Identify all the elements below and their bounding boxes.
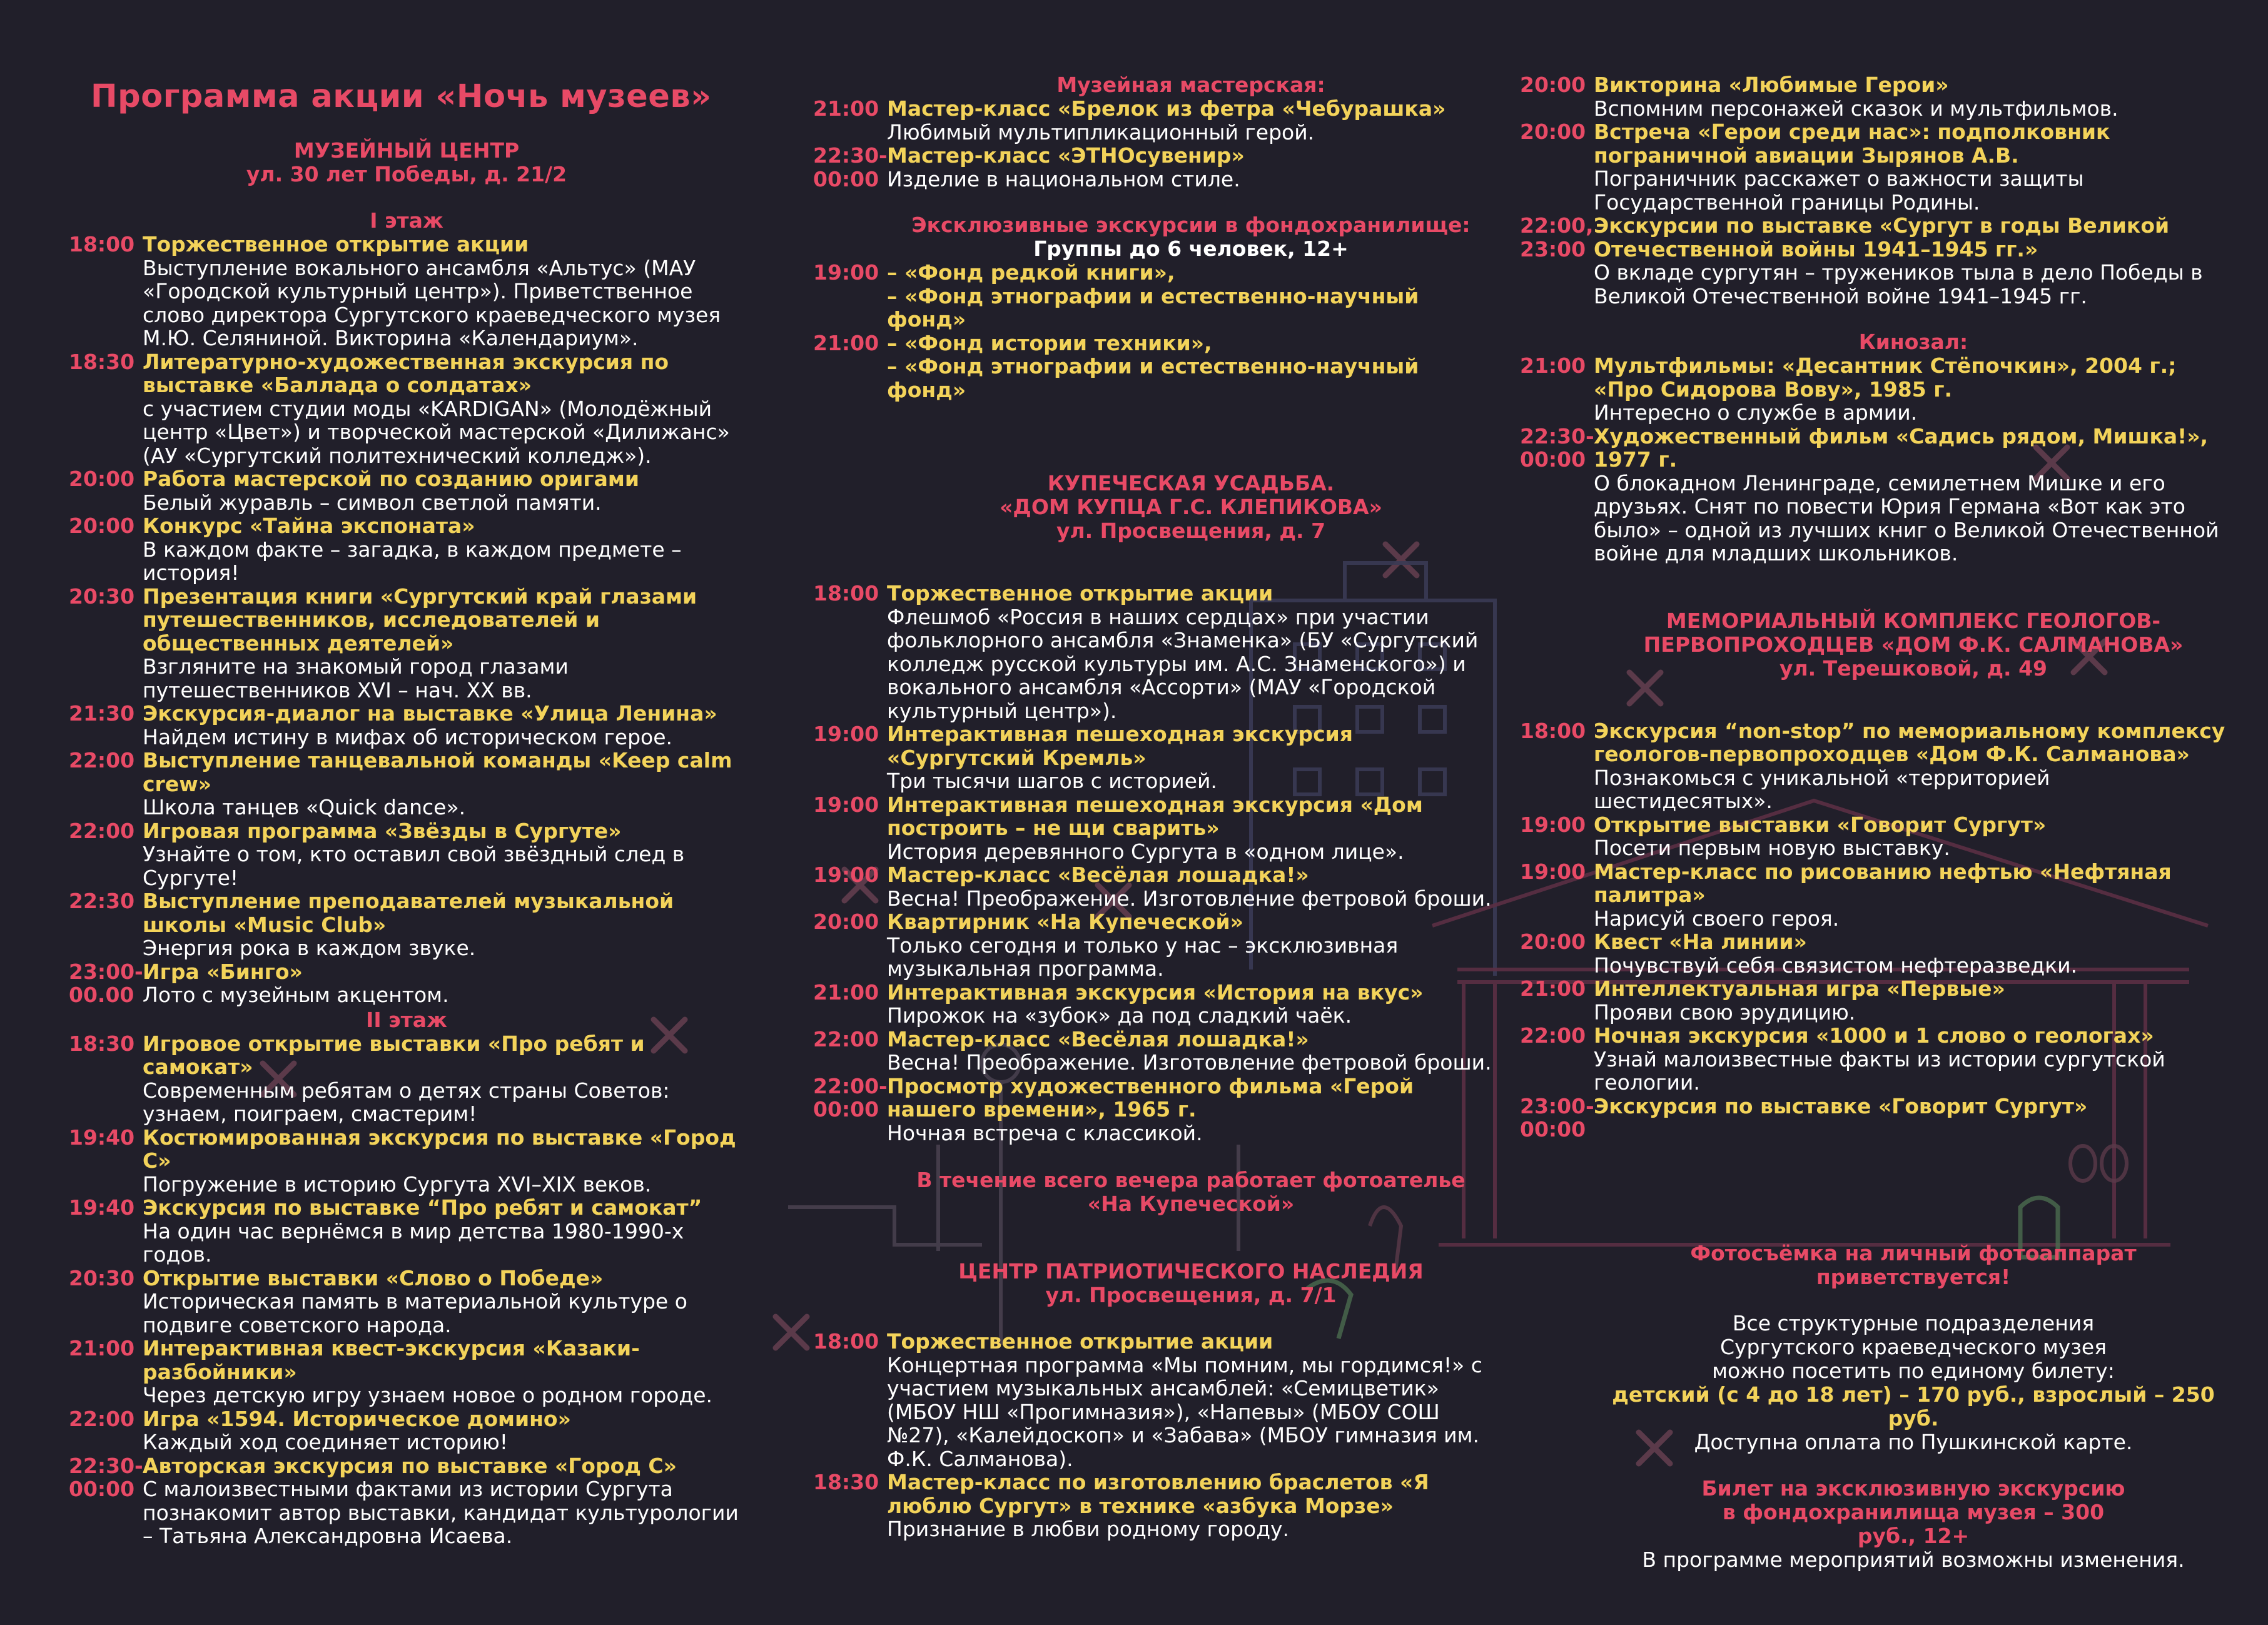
event-description: Школа танцев «Quick dance». xyxy=(143,795,466,819)
event-time: 20:00 xyxy=(69,467,135,491)
event-title: Авторская экскурсия по выставке «Город С» xyxy=(143,1453,677,1478)
event-time: 22:00- 00:00 xyxy=(813,1073,888,1121)
estate-photo-note: В течение всего вечера работает фотоателье «На Купеческой» xyxy=(916,1168,1466,1216)
event-description: Изделие в национальном стиле. xyxy=(887,166,1240,191)
event-title: Викторина «Любимые Герои» xyxy=(1594,73,1949,97)
event-description: Через детскую игру узнаем новое о родном городе. xyxy=(143,1383,712,1407)
event-row xyxy=(813,910,1495,981)
event-row xyxy=(813,1028,1495,1075)
event-title: Мастер-класс «Брелок из фетра «Чебурашка» xyxy=(887,96,1446,121)
workshop-label: Музейная мастерская: xyxy=(1056,73,1325,97)
event-title: Интерактивная квест-экскурсия «Казаки-разбойники» xyxy=(143,1336,640,1384)
event-description: Вспомним персонажей сказок и мультфильмов. xyxy=(1594,96,2119,121)
event-title: – «Фонд редкой книги», – «Фонд этнографии и естественно-научный фонд» xyxy=(887,260,1419,332)
event-description: Узнай малоизвестные факты из истории сургутской геологии. xyxy=(1594,1046,2165,1095)
event-description: О вкладе сургутян – тружеников тыла в дело Победы в Великой Отечественной войне 1941–1945 гг. xyxy=(1594,260,2203,308)
event-time: 22:00 xyxy=(69,818,135,843)
event-title: Мастер-класс по изготовлению браслетов «Я люблю Сургут» в технике «азбука Морзе» xyxy=(887,1470,1429,1518)
event-title: Торжественное открытие акции xyxy=(887,581,1273,605)
event-title: – «Фонд истории техники», – «Фонд этнографии и естественно-научный фонд» xyxy=(887,330,1419,402)
event-time: 18:30 xyxy=(69,1031,135,1056)
event-title: Встреча «Герои среди нас»: подполковник пограничной авиации Зырянов А.В. xyxy=(1594,119,2110,168)
event-title: Мастер-класс «ЭТНОсувенир» xyxy=(887,143,1245,168)
event-title: Экскурсии по выставке «Сургут в годы Великой Отечественной войны 1941–1945 гг.» xyxy=(1594,213,2170,261)
event-time: 22:00 xyxy=(813,1026,879,1051)
event-title: Мастер-класс «Весёлая лошадка!» xyxy=(887,1026,1309,1051)
event-title: Квартирник «На Купеческой» xyxy=(887,909,1243,934)
event-time: 20:00 xyxy=(813,909,879,934)
event-title: Торжественное открытие акции xyxy=(887,1329,1273,1354)
event-title: Костюмированная экскурсия по выставке «Город С» xyxy=(143,1125,736,1173)
event-row xyxy=(1520,1024,2233,1095)
event-time: 22:00 xyxy=(69,748,135,772)
event-time: 21:00 xyxy=(813,330,879,355)
event-description: Три тысячи шагов с историей. xyxy=(887,769,1217,793)
event-time: 20:00 xyxy=(69,514,135,538)
event-time: 19:40 xyxy=(69,1195,135,1220)
exclusive-events xyxy=(813,261,1495,402)
event-row xyxy=(69,960,744,1007)
event-description: Каждый ход соединяет историю! xyxy=(143,1430,508,1454)
event-description: Концертная программа «Мы помним, мы гордимся!» с участием музыкальных ансамблей: «Семицветик» (МБОУ НШ «Прогимназия»), «Напевы» (МБОУ СОШ №27), «Калейдоскоп» и «Забава» (МБОУ гимназия им. Ф.К. Салманова). xyxy=(887,1352,1482,1471)
event-row xyxy=(69,889,744,960)
exclusive-label: Эксклюзивные экскурсии в фондохранилище: xyxy=(911,213,1471,237)
event-description: Историческая память в материальной культуре о подвиге советского народа. xyxy=(143,1289,687,1337)
event-title: Выступление преподавателей музыкальной школы «Music Club» xyxy=(143,889,674,937)
event-description: Узнайте о том, кто оставил свой звёздный след в Сургуте! xyxy=(143,842,685,890)
event-title: Конкурс «Тайна экспоната» xyxy=(143,514,475,538)
event-description: Пограничник расскажет о важности защиты Государственной границы Родины. xyxy=(1594,166,2084,215)
event-description: Прояви свою эрудицию. xyxy=(1594,1000,1856,1025)
patriot-name: ЦЕНТР ПАТРИОТИЧЕСКОГО НАСЛЕДИЯ xyxy=(958,1259,1424,1283)
event-row xyxy=(1520,73,2233,120)
event-row xyxy=(69,1196,744,1267)
event-title: Игровая программа «Звёзды в Сургуте» xyxy=(143,818,622,843)
event-row xyxy=(813,1471,1495,1541)
event-time: 20:30 xyxy=(69,1265,135,1290)
event-title: Литературно-художественная экскурсия по выставке «Баллада о солдатах» xyxy=(143,349,669,397)
exclusive-note: Группы до 6 человек, 12+ xyxy=(1033,236,1349,261)
memorial-address: ул. Терешковой, д. 49 xyxy=(1779,656,2048,681)
event-time: 22:00, 23:00 xyxy=(1520,213,1594,261)
event-title: Художественный фильм «Садись рядом, Мишка!», 1977 г. xyxy=(1594,423,2209,472)
ticket-info: Все структурные подразделения Сургутского краеведческого музея можно посетить по единому билету: xyxy=(1712,1310,2115,1383)
event-title: Мастер-класс «Весёлая лошадка!» xyxy=(887,863,1309,887)
event-row xyxy=(1520,719,2233,813)
floor1-events xyxy=(69,233,744,1007)
event-time: 18:00 xyxy=(813,1329,879,1354)
event-title: Торжественное открытие акции xyxy=(143,232,529,256)
event-title: Работа мастерской по созданию оригами xyxy=(143,467,640,491)
patriot-address: ул. Просвещения, д. 7/1 xyxy=(1045,1283,1337,1307)
event-time: 20:00 xyxy=(1520,119,1586,144)
event-time: 18:00 xyxy=(813,581,879,605)
event-row xyxy=(813,1075,1495,1145)
event-description: Выступление вокального ансамбля «Альтус» (МАУ «Городской культурный центр»). Приветственное слово директора Сургутского краеведческого музея М.Ю. Селяниной. Викторина «Календариум». xyxy=(143,255,721,350)
event-description: Весна! Преображение. Изготовление фетровой броши. xyxy=(887,886,1492,911)
event-title: Экскурсия по выставке “Про ребят и самокат” xyxy=(143,1195,702,1220)
event-time: 19:00 xyxy=(813,792,879,817)
event-time: 19:00 xyxy=(813,863,879,887)
event-description: Нарисуй своего героя. xyxy=(1594,906,1840,931)
event-description: Энергия рока в каждом звуке. xyxy=(143,936,476,960)
cinema-label: Кинозал: xyxy=(1858,330,1968,354)
event-row xyxy=(69,1407,744,1454)
event-time: 23:00- 00:00 xyxy=(1520,1093,1594,1142)
event-time: 21:00 xyxy=(1520,353,1586,378)
event-time: 21:00 xyxy=(813,980,879,1005)
event-title: Открытие выставки «Говорит Сургут» xyxy=(1594,812,2047,837)
event-title: Интерактивная экскурсия «История на вкус» xyxy=(887,980,1424,1005)
event-description: Погружение в историю Сургута XVI–XIX веков. xyxy=(143,1172,652,1197)
memorial-events xyxy=(1520,719,2233,1142)
event-time: 22:30- 00:00 xyxy=(69,1453,143,1501)
event-time: 22:00 xyxy=(1520,1023,1586,1048)
event-row xyxy=(1520,977,2233,1024)
event-row xyxy=(1520,813,2233,860)
event-time: 21:00 xyxy=(813,96,879,121)
estate-name-1: КУПЕЧЕСКАЯ УСАДЬБА. xyxy=(1047,471,1335,495)
event-row xyxy=(69,1267,744,1337)
event-title: Квест «На линии» xyxy=(1594,929,1807,954)
event-row xyxy=(813,722,1495,793)
cinema-events xyxy=(1520,354,2233,565)
event-row xyxy=(69,585,744,702)
event-row xyxy=(1520,1095,2233,1142)
event-time: 21:30 xyxy=(69,701,135,726)
event-row xyxy=(1520,930,2233,977)
event-description: Современным ребятам о детях страны Советов: узнаем, поиграем, смастерим! xyxy=(143,1078,670,1126)
event-description: На один час вернёмся в мир детства 1980-1990-х годов. xyxy=(143,1218,684,1267)
event-row xyxy=(69,1032,744,1126)
event-row xyxy=(69,514,744,585)
event-row xyxy=(69,233,744,350)
event-title: Игра «1594. Историческое домино» xyxy=(143,1406,571,1431)
event-description: Найдем истину в мифах об историческом герое. xyxy=(143,724,673,749)
event-time: 22:00 xyxy=(69,1406,135,1431)
event-row xyxy=(1520,214,2233,308)
event-time: 19:00 xyxy=(1520,812,1586,837)
museum-center-address: ул. 30 лет Победы, д. 21/2 xyxy=(246,162,567,186)
event-title: Игровое открытие выставки «Про ребят и самокат» xyxy=(143,1031,645,1079)
photo-allowed-note: Фотосъёмка на личный фотоаппарат приветствуется! xyxy=(1690,1240,2137,1289)
event-time: 19:40 xyxy=(69,1125,135,1150)
event-time: 19:00 xyxy=(1520,859,1586,884)
event-time: 18:30 xyxy=(813,1470,879,1494)
event-description: С малоизвестными фактами из истории Сургута познакомит автор выставки, кандидат культурологии – Татьяна Александровна Исаева. xyxy=(143,1477,739,1548)
event-description: Почувствуй себя связистом нефтеразведки. xyxy=(1594,953,2078,978)
ticket-prices: детский (с 4 до 18 лет) – 170 руб., взрослый – 250 руб. xyxy=(1612,1382,2215,1430)
event-row xyxy=(1520,425,2233,565)
event-time: 20:30 xyxy=(69,584,135,609)
event-time: 18:00 xyxy=(1520,718,1586,743)
event-row xyxy=(813,981,1495,1028)
event-time: 19:00 xyxy=(813,260,879,285)
event-time: 21:00 xyxy=(69,1336,135,1360)
event-title: Мультфильмы: «Десантник Стёпочкин», 2004 г.; «Про Сидорова Вову», 1985 г. xyxy=(1594,353,2177,402)
event-description: Признание в любви родному городу. xyxy=(887,1517,1290,1541)
event-time: 20:00 xyxy=(1520,73,1586,97)
event-row xyxy=(813,144,1495,191)
event-time: 20:00 xyxy=(1520,929,1586,954)
event-row xyxy=(813,582,1495,722)
event-description: Посети первым новую выставку. xyxy=(1594,836,1950,860)
event-row xyxy=(813,332,1495,402)
workshop-events xyxy=(813,97,1495,191)
event-title: Открытие выставки «Слово о Победе» xyxy=(143,1265,604,1290)
column-middle xyxy=(813,0,1495,1541)
estate-address: ул. Просвещения, д. 7 xyxy=(1056,519,1326,543)
event-time: 19:00 xyxy=(813,722,879,746)
floor2-label: II этаж xyxy=(366,1007,447,1032)
cross-icon xyxy=(776,1317,807,1348)
event-time: 23:00- 00.00 xyxy=(69,959,143,1007)
event-title: Экскурсия “non-stop” по мемориальному комплексу геологов-первопроходцев «Дом Ф.К. Салманова» xyxy=(1594,718,2225,766)
event-time: 18:00 xyxy=(69,232,135,256)
event-title: Экскурсия-диалог на выставке «Улица Ленина» xyxy=(143,701,717,726)
event-time: 18:30 xyxy=(69,349,135,374)
floor2-events xyxy=(69,1032,744,1548)
memorial-name: МЕМОРИАЛЬНЫЙ КОМПЛЕКС ГЕОЛОГОВ-ПЕРВОПРОХОДЦЕВ «ДОМ Ф.К. САЛМАНОВА» xyxy=(1643,608,2184,657)
event-time: 22:30- 00:00 xyxy=(813,143,888,191)
event-time: 22:30 xyxy=(69,889,135,913)
event-description: Познакомься с уникальной «территорией шестидесятых». xyxy=(1594,765,2050,813)
event-row xyxy=(813,1330,1495,1471)
event-row xyxy=(69,819,744,890)
event-row xyxy=(69,1454,744,1548)
museum-center-name: МУЗЕЙНЫЙ ЦЕНТР xyxy=(293,138,520,163)
event-title: Презентация книги «Сургутский край глазами путешественников, исследователей и общественных деятелей» xyxy=(143,584,697,656)
event-title: Игра «Бинго» xyxy=(143,959,303,984)
event-title: Ночная экскурсия «1000 и 1 слово о геологах» xyxy=(1594,1023,2154,1048)
event-description: Только сегодня и только у нас – эксклюзивная музыкальная программа. xyxy=(887,933,1399,981)
event-row xyxy=(1520,120,2233,214)
event-title: Мастер-класс по рисованию нефтью «Нефтяная палитра» xyxy=(1594,859,2172,907)
pushkin-card-note: Доступна оплата по Пушкинской карте. xyxy=(1694,1429,2133,1454)
event-row xyxy=(1520,860,2233,931)
event-title: Интерактивная пешеходная экскурсия «Дом построить – не щи сварить» xyxy=(887,792,1423,840)
event-description: Взгляните на знакомый город глазами путешественников XVI – нач. XX вв. xyxy=(143,654,569,702)
event-description: Белый журавль – символ светлой памяти. xyxy=(143,490,602,515)
program-changes-note: В программе мероприятий возможны изменения. xyxy=(1642,1547,2185,1572)
event-row xyxy=(813,863,1495,910)
event-row xyxy=(1520,354,2233,425)
event-title: Интерактивная пешеходная экскурсия «Сургутский Кремль» xyxy=(887,722,1353,770)
event-row xyxy=(69,749,744,819)
floor1-label: I этаж xyxy=(370,208,443,233)
event-row xyxy=(69,1126,744,1197)
event-description: Любимый мультипликационный герой. xyxy=(887,119,1315,144)
event-row xyxy=(69,702,744,749)
exclusive-ticket-price: Билет на эксклюзивную экскурсию в фондохранилища музея – 300 руб., 12+ xyxy=(1701,1476,2125,1548)
column-left xyxy=(69,0,744,1548)
event-description: История деревянного Сургута в «одном лице». xyxy=(887,839,1404,864)
event-time: 22:30- 00:00 xyxy=(1520,423,1594,472)
event-description: Весна! Преображение. Изготовление фетровой броши. xyxy=(887,1050,1492,1075)
event-row xyxy=(813,97,1495,144)
column-right xyxy=(1520,0,2233,1572)
event-description: Пирожок на «зубок» да под сладкий чаёк. xyxy=(887,1003,1352,1028)
event-description: Флешмоб «Россия в наших сердцах» при участии фольклорного ансамбля «Знаменка» (БУ «Сургутский колледж русской культуры им. А.С. Знаменского») и вокального ансамбля «Ассорти» (МАУ «Городской культурный центр»). xyxy=(887,604,1479,723)
event-description: В каждом факте – загадка, в каждом предмете – история! xyxy=(143,537,682,585)
event-title: Экскурсия по выставке «Говорит Сургут» xyxy=(1594,1093,2088,1118)
event-title: Выступление танцевальной команды «Keep calm crew» xyxy=(143,748,732,796)
page-title: Программа акции «Ночь музеев» xyxy=(91,78,712,115)
event-description: Лото с музейным акцентом. xyxy=(143,983,449,1007)
event-description: с участием студии моды «KARDIGAN» (Молодёжный центр «Цвет») и творческой мастерской «Дилижанс» (АУ «Сургутский политехнический колледж»). xyxy=(143,396,730,468)
patriot-events xyxy=(813,1330,1495,1541)
event-time: 21:00 xyxy=(1520,976,1586,1001)
event-title: Просмотр художественного фильма «Герой нашего времени», 1965 г. xyxy=(887,1073,1414,1121)
event-row xyxy=(69,1337,744,1407)
estate-name-2: «ДОМ КУПЦА Г.С. КЛЕПИКОВА» xyxy=(1000,495,1382,519)
event-title: Интеллектуальная игра «Первые» xyxy=(1594,976,2005,1001)
event-row xyxy=(69,350,744,468)
event-description: Ночная встреча с классикой. xyxy=(887,1120,1203,1145)
event-description: О блокадном Ленинграде, семилетнем Мишке и его друзьях. Снят по повести Юрия Германа «Вот как это было» – одной из лучших книг о Великой Отечественной войне для младших школьников. xyxy=(1594,470,2219,565)
event-row xyxy=(813,261,1495,332)
event-description: Интересно о службе в армии. xyxy=(1594,400,1918,425)
col3-top-events xyxy=(1520,73,2233,308)
event-row xyxy=(69,467,744,514)
event-row xyxy=(813,793,1495,864)
estate-events xyxy=(813,582,1495,1145)
